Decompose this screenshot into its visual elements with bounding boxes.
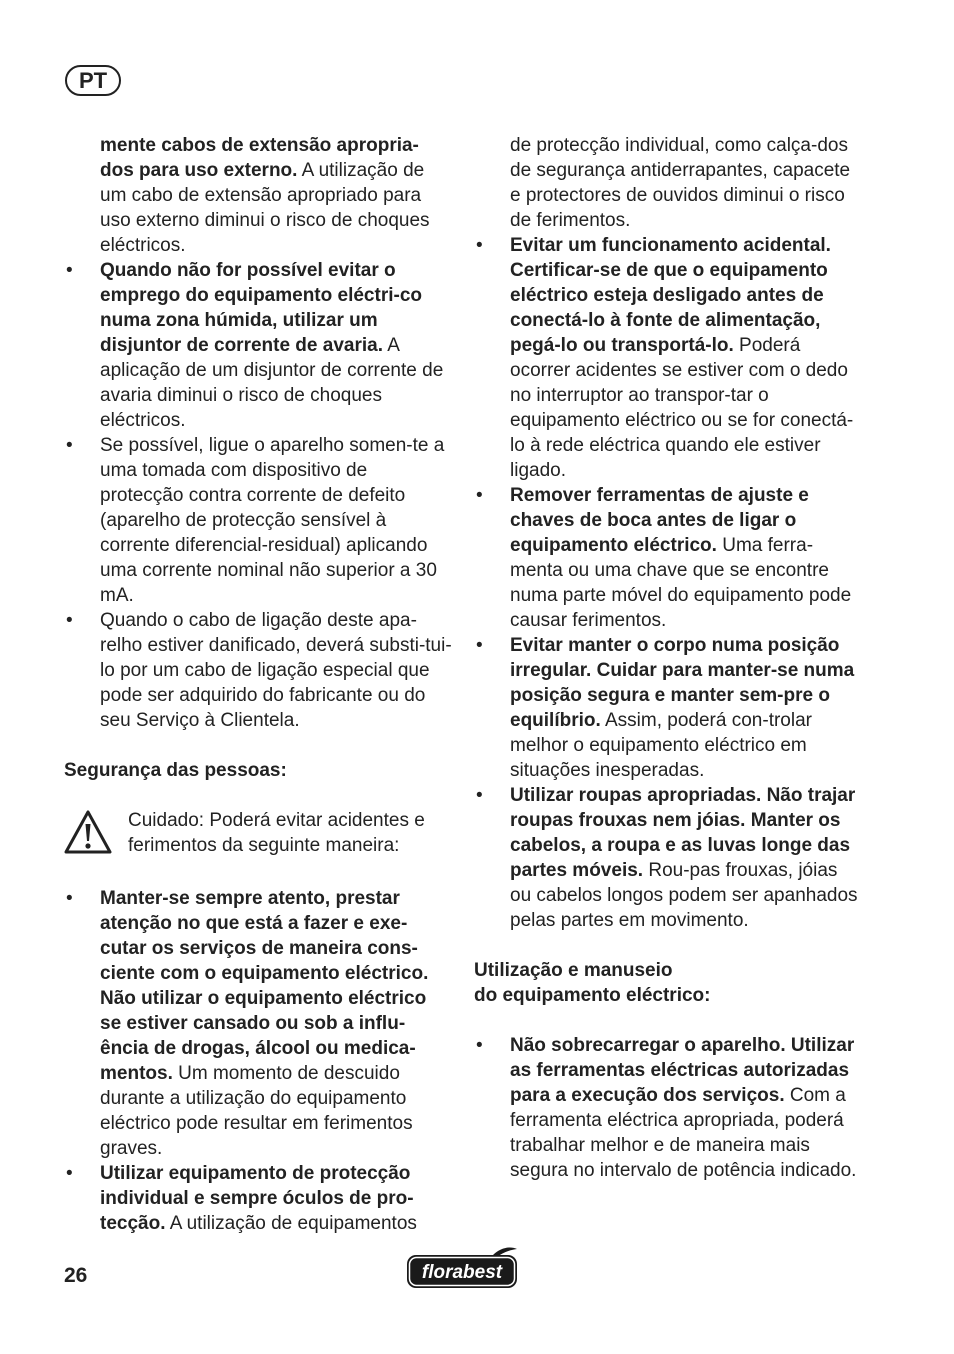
item-bold: Utilizar equipamento de protecção individual e sempre óculos de pro-tecção.: [100, 1163, 414, 1234]
florabest-logo: [405, 1246, 519, 1290]
list-item: [474, 1033, 862, 1183]
list-item: [64, 608, 452, 733]
left-intro-bold: mente cabos de extensão apropria-dos para uso externo.: [100, 135, 419, 181]
item-text: A aplicação de um disjuntor de corrente de avaria diminui o risco de choques eléctricos.: [100, 335, 444, 431]
bullet-marker: •: [476, 785, 483, 806]
bullet-marker: •: [476, 235, 483, 256]
left-column: [64, 133, 452, 1236]
bullet-marker: •: [476, 635, 483, 656]
item-text: Poderá ocorrer acidentes se estiver com o dedo no interruptor ao transpor-tar o equipamento eléctrico ou se for conectá-lo à rede eléctrica quando ele estiver ligado.: [510, 335, 854, 481]
right-column: [474, 133, 862, 1183]
item-bold: Evitar um funcionamento acidental. Certificar-se de que o equipamento eléctrico esteja desligado antes de conectá-lo à fonte de alimentação, pegá-lo ou transportá-lo.: [510, 235, 831, 356]
warning-note: [64, 808, 452, 861]
list-item: [64, 886, 452, 1161]
bullet-marker: •: [66, 610, 73, 631]
item-bold: Não sobrecarregar o aparelho. Utilizar as ferramentas eléctricas autorizadas para a execução dos serviços.: [510, 1035, 855, 1106]
left-intro-text: A utilização de um cabo de extensão apropriado para uso externo diminui o risco de choques eléctricos.: [100, 160, 430, 256]
bullet-marker: •: [66, 260, 73, 281]
item-bold: Evitar manter o corpo numa posição irregular. Cuidar para manter-se numa posição segura e manter sem-pre o equilíbrio.: [510, 635, 855, 731]
page-number: 26: [64, 1264, 88, 1287]
list-item: [474, 483, 862, 633]
item-text: Quando o cabo de ligação deste apa-relho estiver danificado, deverá substi-tui-lo por um cabo de ligação especial que pode ser adquirido do fabricante ou do seu Serviço à Clientela.: [100, 610, 452, 731]
section-heading-equipment-use-line1: Utilização e manuseio: [474, 960, 673, 981]
list-item: [64, 433, 452, 608]
list-item: [64, 258, 452, 433]
logo-text: florabest: [421, 1262, 503, 1283]
item-text: Assim, poderá con-trolar melhor o equipamento eléctrico em situações inesperadas.: [510, 710, 812, 781]
left-intro-paragraph: [64, 133, 452, 258]
item-text: Com a ferramenta eléctrica apropriada, poderá trabalhar melhor e de maneira mais segura no intervalo de potência indicado.: [510, 1085, 857, 1181]
item-text: Uma ferra-menta ou uma chave que se encontre numa parte móvel do equipamento pode causar ferimentos.: [510, 535, 852, 631]
language-badge: PT: [65, 65, 121, 96]
item-bold: Manter-se sempre atento, prestar atenção no que está a fazer e exe-cutar os serviços de maneira cons-ciente com o equipamento eléctrico. Não utilizar o equipamento eléctrico se estiver cansado ou sob a influ-ência de drogas, álcool ou medica-mentos.: [100, 888, 429, 1084]
section-heading-equipment-use-line2: do equipamento eléctrico:: [474, 985, 711, 1006]
list-item: [474, 633, 862, 783]
warning-text: Cuidado: Poderá evitar acidentes e ferimentos da seguinte maneira:: [128, 810, 425, 856]
bullet-marker: •: [476, 485, 483, 506]
section-heading-personal-safety: Segurança das pessoas:: [64, 760, 287, 781]
item-text: Um momento de descuido durante a utilização do equipamento eléctrico pode resultar em ferimentos graves.: [100, 1063, 413, 1159]
item-bold: Utilizar roupas apropriadas. Não trajar roupas frouxas nem jóias. Manter os cabelos, a roupa e as luvas longe das partes móveis.: [510, 785, 856, 881]
bullet-marker: •: [66, 888, 73, 909]
item-text: Rou-pas frouxas, jóias ou cabelos longos podem ser apanhados pelas partes em movimento.: [510, 860, 858, 931]
list-item: [474, 783, 862, 933]
warning-triangle-icon: [64, 808, 128, 861]
right-intro-paragraph: de protecção individual, como calça-dos de segurança antiderrapantes, capacete e protectores de ouvidos diminui o risco de ferimentos.: [510, 135, 851, 231]
list-item: [474, 233, 862, 483]
item-text: A utilização de equipamentos: [165, 1213, 417, 1234]
bullet-marker: •: [66, 1163, 73, 1184]
item-bold: Quando não for possível evitar o emprego do equipamento eléctri-co numa zona húmida, utilizar um disjuntor de corrente de avaria.: [100, 260, 422, 356]
item-bold: Remover ferramentas de ajuste e chaves de boca antes de ligar o equipamento eléctrico.: [510, 485, 809, 556]
item-text: Se possível, ligue o aparelho somen-te a uma tomada com dispositivo de protecção contra corrente de defeito (aparelho de protecção sensível à corrente diferencial-residual) aplicando uma corrente nominal não superior a 30 mA.: [100, 435, 445, 606]
bullet-marker: •: [66, 435, 73, 456]
bullet-marker: •: [476, 1035, 483, 1056]
list-item: [64, 1161, 452, 1236]
